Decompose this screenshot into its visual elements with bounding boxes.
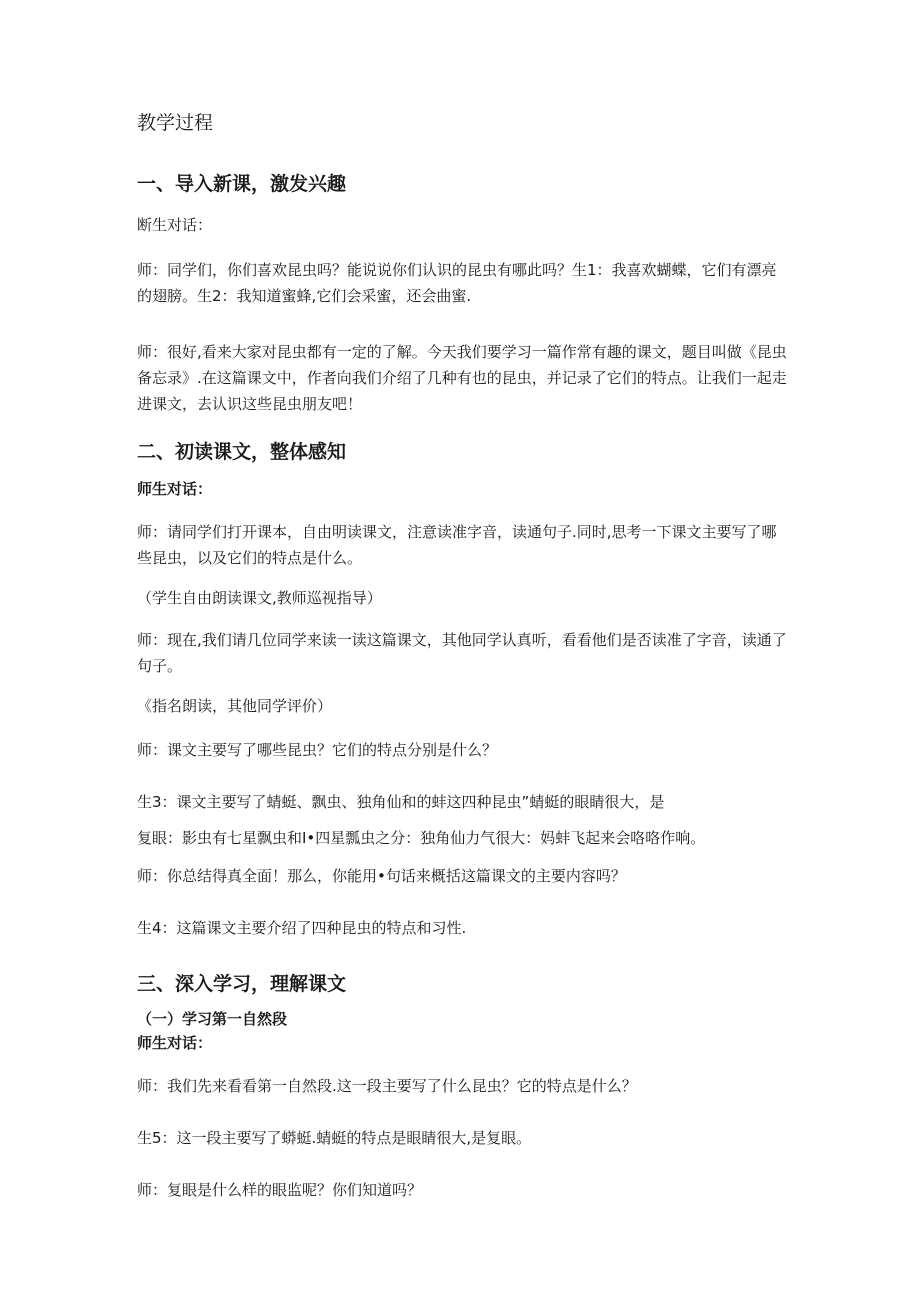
section-3-label: 师生对话： [137, 1034, 213, 1052]
section-2-paragraph-7: 师：你总结得真全面！那么，你能用•句话来概括这篇课文的主要内容吗？ [137, 867, 626, 885]
section-1-heading: 一、导入新课，激发兴趣 [137, 173, 347, 195]
section-2-paragraph-8: 生4：这篇课文主要介绍了四种昆虫的特点和习性. [137, 919, 467, 937]
section-2-paragraph-6b: 复眼：影虫有七星飘虫和I•四星瓢虫之分：独角仙力气很大：妈蚌飞起来会咯咯作响。 [137, 829, 706, 847]
section-2-paragraph-4: 《指名朗读，其他同学评价） [137, 697, 333, 715]
document-title: 教学过程 [137, 112, 214, 134]
section-3-paragraph-1: 师：我们先来看看第一自然段.这一段主要写了什么昆虫？它的特点是什么？ [137, 1077, 637, 1095]
document-page [137, 110, 787, 1223]
section-2-paragraph-2: （学生自由朗读课文,教师巡视指导） [137, 589, 382, 607]
section-2-paragraph-1: 师：请同学们打开课本，自由明读课文，注意读准字音，读通句子.同时,思考一下课文主要写了哪些昆虫，以及它们的特点是什么。 [137, 523, 777, 567]
section-2-paragraph-3: 师：现在,我们请几位同学来读一读这篇课文，其他同学认真听，看看他们是否读准了字音，读通了句子。 [137, 631, 787, 675]
section-3-paragraph-3: 师：复眼是什么样的眼监呢？你们知道吗？ [137, 1181, 423, 1199]
section-1-paragraph-1: 师：同学们，你们喜欢昆虫吗？能说说你们认识的昆虫有哪此吗？生1：我喜欢蝴蝶，它们有漂亮的翅膀。生2：我知道蜜蜂,它们会采蜜，还会曲蜜. [137, 261, 777, 305]
section-1-label: 断生对话： [137, 216, 213, 234]
section-3-subheading: （一）学习第一自然段 [137, 1010, 288, 1028]
section-1-paragraph-2: 师：很好,看来大家对昆虫都有一定的了解。今天我们要学习一篇作常有趣的课文，题目叫做《昆虫备忘录》.在这篇课文中，作者向我们介绍了几种有也的昆虫，并记录了它们的特点。让我们一起走进课文，去认识这些昆虫朋友吧！ [137, 343, 787, 413]
section-2-paragraph-5: 师：课文主要写了哪些昆虫？它们的特点分别是什么？ [137, 741, 498, 759]
section-3-heading: 三、深入学习，理解课文 [137, 973, 347, 995]
section-2-label: 师生对话： [137, 480, 213, 498]
section-2-heading: 二、初读课文，整体感知 [137, 441, 347, 463]
section-3-paragraph-2: 生5：这一段主要写了蟒蜓.蜻蜓的特点是眼睛很大,是复眼。 [137, 1129, 532, 1147]
section-2-paragraph-6a: 生3：课文主要写了蜻蜓、飘虫、独角仙和的蚌这四种昆虫”蜻蜓的眼睛很大，是 [137, 793, 665, 811]
